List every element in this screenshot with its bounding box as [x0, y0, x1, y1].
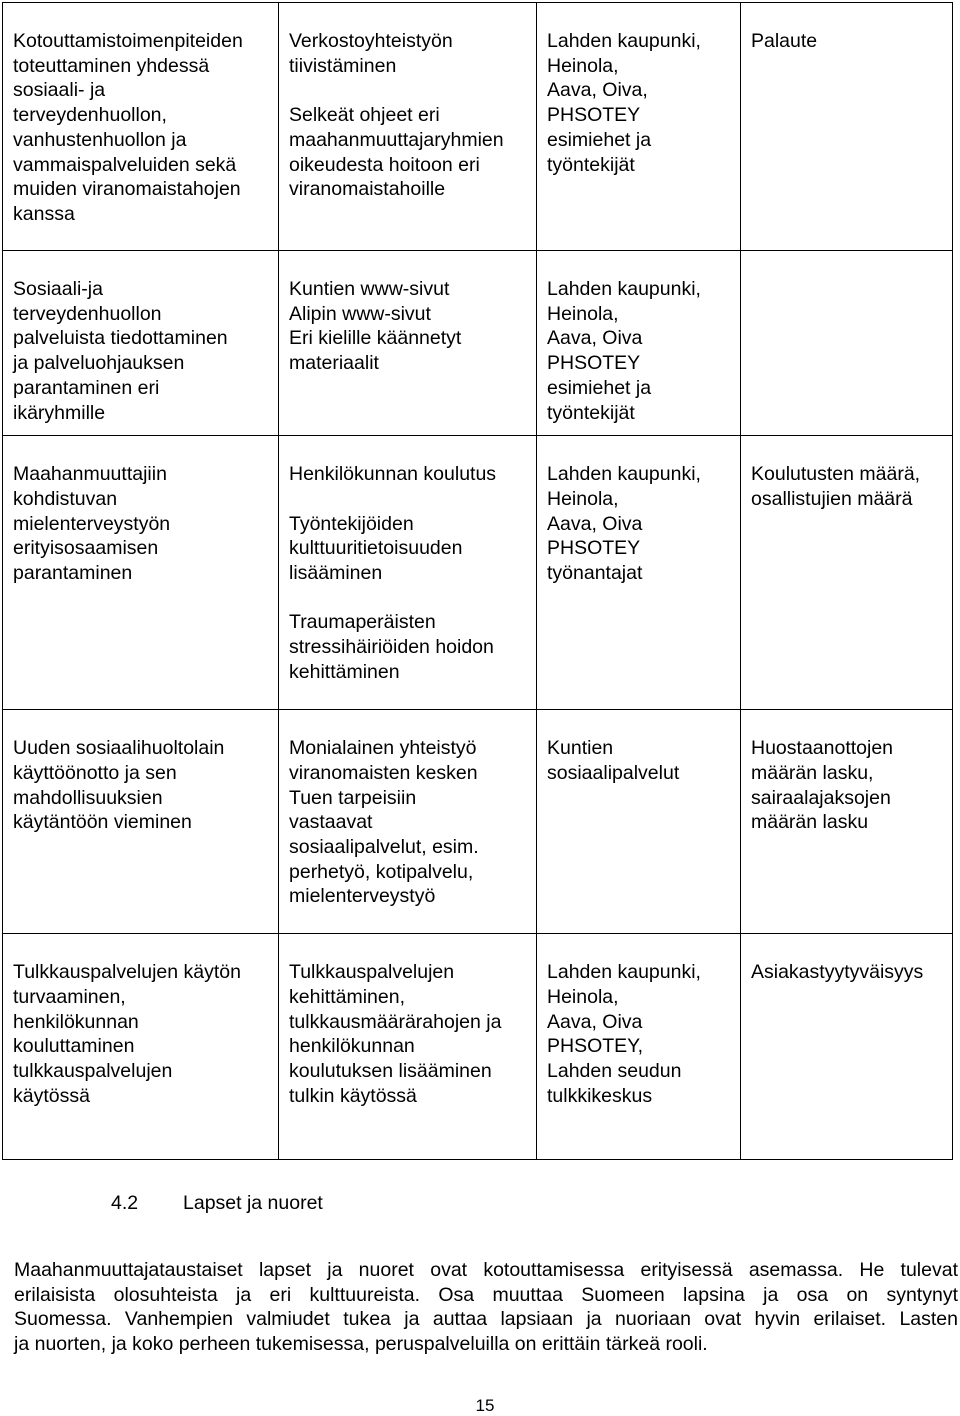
cell-line: terveydenhuollon,: [13, 104, 167, 127]
cell-line: koulutuksen lisääminen: [289, 1060, 492, 1083]
cell-line: [289, 78, 528, 103]
cell-line: vammaispalveluiden sekä: [13, 153, 237, 176]
action-plan-table: [2, 2, 953, 1160]
cell-line: osallistujien määrä: [751, 487, 913, 510]
cell-line: stressihäiriöiden hoidon: [289, 636, 494, 659]
cell-line: viranomaisten kesken: [289, 761, 478, 784]
cell-line: määrän lasku: [751, 811, 869, 834]
cell-line: viranomaistahoille: [289, 178, 446, 201]
measure-cell: [3, 436, 279, 710]
cell-line: määrän lasku,: [751, 761, 874, 784]
cell-line: kehittäminen: [289, 660, 400, 683]
cell-line: Huostaanottojen: [751, 737, 894, 760]
cell-line: Aava, Oiva,: [547, 79, 648, 102]
cell-line: sosiaalipalvelut: [547, 761, 680, 784]
cell-line: Lahden kaupunki,: [547, 278, 701, 300]
cell-line: erityisosaamisen: [13, 537, 159, 560]
cell-line: toteuttaminen yhdessä: [13, 54, 210, 77]
cell-line: PHSOTEY,: [547, 1035, 644, 1058]
cell-line: Aava, Oiva: [547, 1010, 643, 1033]
cell-line: tulkkauspalvelujen: [13, 1060, 173, 1083]
cell-line: työntekijät: [547, 153, 635, 176]
table-row: [3, 436, 953, 710]
cell-line: Kuntien www-sivut: [289, 278, 450, 300]
cell-line: Verkostoyhteistyön: [289, 30, 453, 52]
cell-line: henkilökunnan: [13, 1010, 139, 1033]
responsible-cell: [537, 710, 741, 934]
responsible-cell: [537, 251, 741, 436]
cell-line: käytössä: [13, 1084, 90, 1107]
cell-line: Asiakastyytyväisyys: [751, 961, 924, 984]
cell-line: Palaute: [751, 30, 818, 52]
responsible-cell: [537, 436, 741, 710]
cell-line: Heinola,: [547, 487, 619, 510]
cell-line: PHSOTEY: [547, 352, 641, 375]
cell-line: Aava, Oiva: [547, 327, 643, 350]
cell-line: vanhustenhuollon ja: [13, 128, 187, 151]
cell-line: Henkilökunnan koulutus: [289, 463, 497, 486]
table-row: [3, 3, 953, 251]
section-heading: [111, 1192, 323, 1215]
indicator-cell: [741, 934, 953, 1160]
responsible-cell: [537, 934, 741, 1160]
cell-line: sairaalajaksojen: [751, 786, 891, 809]
cell-line: oikeudesta hoitoon eri: [289, 153, 480, 176]
cell-line: lisääminen: [289, 562, 383, 585]
cell-line: käytäntöön vieminen: [13, 811, 192, 834]
body-paragraph: [14, 1258, 958, 1357]
cell-line: esimiehet ja: [547, 128, 652, 151]
cell-line: Tuen tarpeisiin: [289, 786, 417, 809]
cell-line: tulkin käytössä: [289, 1084, 417, 1107]
cell-line: Työntekijöiden: [289, 512, 414, 535]
table-row: [3, 251, 953, 436]
measure-cell: [3, 934, 279, 1160]
cell-line: Heinola,: [547, 54, 619, 77]
cell-line: työnantajat: [547, 562, 643, 585]
cell-line: Lahden kaupunki,: [547, 961, 701, 984]
measure-cell: [3, 3, 279, 251]
cell-line: turvaaminen,: [13, 985, 126, 1008]
cell-line: Lahden kaupunki,: [547, 463, 701, 486]
cell-line: PHSOTEY: [547, 537, 641, 560]
paragraph-line: Suomessa. Vanhempien valmiudet tukea ja auttaa lapsiaan ja nuoriaan ovat hyvin erilaiset. Lasten: [14, 1308, 958, 1331]
cell-line: Kuntien: [547, 737, 614, 760]
cell-line: terveydenhuollon: [13, 302, 162, 325]
cell-line: PHSOTEY: [547, 104, 641, 127]
page-number: 15: [475, 1396, 495, 1415]
indicator-cell: [741, 710, 953, 934]
cell-line: henkilökunnan: [289, 1035, 415, 1058]
cell-line: mahdollisuuksien: [13, 786, 163, 809]
cell-line: tulkkikeskus: [547, 1084, 653, 1107]
cell-line: Aava, Oiva: [547, 512, 643, 535]
cell-line: Tulkkauspalvelujen: [289, 961, 455, 984]
cell-line: kehittäminen,: [289, 985, 405, 1008]
cell-line: Maahanmuuttajiin: [13, 463, 167, 486]
measure-cell: [3, 251, 279, 436]
cell-line: tulkkausmäärärahojen ja: [289, 1010, 502, 1033]
cell-line: mielenterveystyön: [13, 512, 171, 535]
cell-line: Eri kielille käännetyt: [289, 327, 462, 350]
method-cell: [279, 436, 537, 710]
cell-line: maahanmuuttajaryhmien: [289, 128, 504, 151]
cell-line: vastaavat: [289, 811, 373, 834]
cell-line: Koulutusten määrä,: [751, 463, 921, 486]
indicator-cell: [741, 436, 953, 710]
cell-line: käyttöönotto ja sen: [13, 761, 177, 784]
paragraph-line: erilaisista olosuhteista ja eri kulttuureista. Osa muuttaa Suomeen lapsina ja osa on syntynyt: [14, 1283, 958, 1306]
cell-line: [289, 487, 528, 512]
cell-line: tiivistäminen: [289, 54, 397, 77]
section-number: 4.2: [111, 1192, 139, 1214]
table-row: [3, 710, 953, 934]
cell-line: Monialainen yhteistyö: [289, 737, 477, 760]
cell-line: Lahden seudun: [547, 1060, 682, 1083]
cell-line: Traumaperäisten: [289, 611, 436, 634]
cell-line: Selkeät ohjeet eri: [289, 104, 440, 127]
cell-line: ja palveluohjauksen: [13, 352, 185, 375]
indicator-cell: [741, 3, 953, 251]
table-row: [3, 934, 953, 1160]
method-cell: [279, 3, 537, 251]
cell-line: sosiaali- ja: [13, 79, 106, 102]
method-cell: [279, 251, 537, 436]
cell-line: Alipin www-sivut: [289, 302, 431, 325]
cell-line: Heinola,: [547, 302, 619, 325]
measure-cell: [3, 710, 279, 934]
cell-line: Tulkkauspalvelujen käytön: [13, 961, 241, 984]
cell-line: palveluista tiedottaminen: [13, 327, 228, 350]
cell-line: kanssa: [13, 202, 75, 225]
method-cell: [279, 934, 537, 1160]
responsible-cell: [537, 3, 741, 251]
cell-line: esimiehet ja: [547, 376, 652, 399]
cell-line: Uuden sosiaalihuoltolain: [13, 737, 225, 760]
cell-line: parantaminen eri: [13, 376, 160, 399]
cell-line: parantaminen: [13, 562, 133, 585]
indicator-cell: [741, 251, 953, 436]
cell-line: Sosiaali-ja: [13, 278, 103, 300]
cell-line: sosiaalipalvelut, esim.: [289, 836, 479, 859]
cell-line: muiden viranomaistahojen: [13, 178, 241, 201]
cell-line: työntekijät: [547, 401, 635, 424]
cell-line: kohdistuvan: [13, 487, 118, 510]
cell-line: Kotouttamistoimenpiteiden: [13, 30, 243, 52]
cell-line: kulttuuritietoisuuden: [289, 537, 463, 560]
cell-line: Lahden kaupunki,: [547, 30, 701, 52]
paragraph-line: Maahanmuuttajataustaiset lapset ja nuoret ovat kotouttamisessa erityisessä asemassa. He tulevat: [14, 1259, 958, 1281]
cell-line: [289, 586, 528, 611]
paragraph-line: ja nuorten, ja koko perheen tukemisessa, peruspalveluilla on erittäin tärkeä rooli.: [14, 1333, 708, 1356]
section-title: Lapset ja nuoret: [183, 1192, 323, 1214]
cell-line: mielenterveystyö: [289, 885, 436, 908]
cell-line: perhetyö, kotipalvelu,: [289, 860, 474, 883]
cell-line: Heinola,: [547, 985, 619, 1008]
method-cell: [279, 710, 537, 934]
cell-line: ikäryhmille: [13, 401, 106, 424]
cell-line: kouluttaminen: [13, 1035, 135, 1058]
cell-line: materiaalit: [289, 352, 379, 375]
